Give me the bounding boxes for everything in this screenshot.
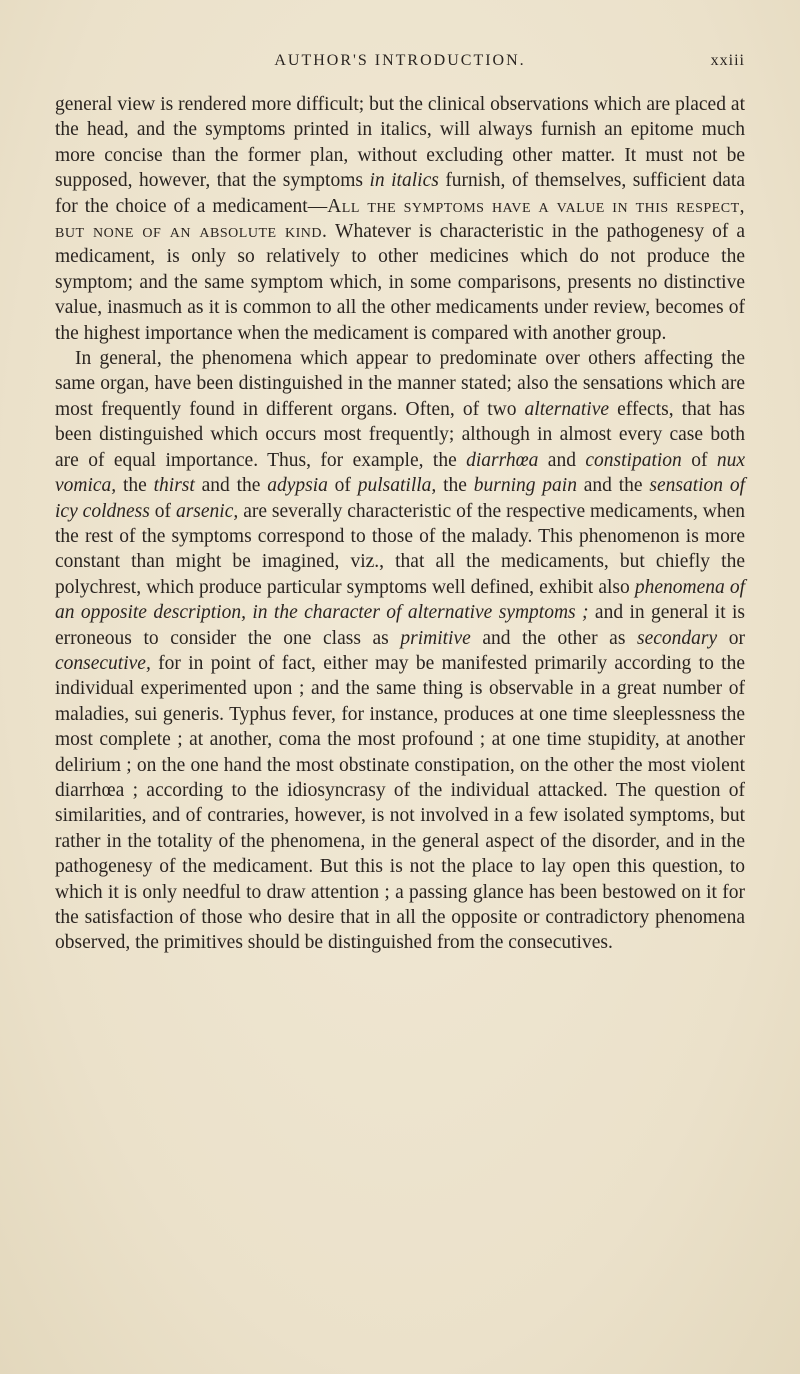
text-run: for in point of fact, either may be manifested primarily according to the individual experimented upon ; and the same thing is observable in a great number of maladies, sui generis. Typhus fever, for instance, produces at one time sleeplessness the most complete ; at another, coma the most profound ; at one time stupidity, at another delirium ; on the one hand the most obstinate constipation, on the other the most violent diarrhœa ; according to the idiosyncrasy of the individual attacked. The question of similarities, and of contraries, however, is not involved in a few isolated symptoms, but rather in the totality of the phenomena, in the general aspect of the disorder, and in the pathogenesy of the medicament. But this is not the place to lay open this question, to which it is only needful to draw attention ; a passing glance has been bestowed on it for the satisfaction of those who desire that in all the opposite or contradictory phenomena observed, the primitives should be distinguished from the consecutives. xyxy=(55,652,745,954)
italic-text: pulsatilla, xyxy=(357,475,437,497)
text-run: and the other as xyxy=(470,627,637,649)
body-text xyxy=(55,92,745,956)
running-head-title: AUTHOR'S INTRODUCTION. xyxy=(274,52,526,69)
italic-text: in italics xyxy=(369,170,439,192)
italic-text: alternative xyxy=(524,398,610,420)
text-run: the xyxy=(116,475,154,497)
paragraph-1 xyxy=(55,92,745,346)
italic-text: constipation xyxy=(585,449,682,471)
italic-text: primitive xyxy=(400,627,471,649)
text-run: and xyxy=(538,449,586,471)
italic-text: nux vomica, xyxy=(55,449,746,497)
text-run: furnish, of themselves, sufficient data for the choice of a medicament— xyxy=(55,170,745,217)
italic-text: secondary xyxy=(637,627,718,649)
text-run: Whatever is characteristic in the pathogenesy of a medicament, is only so relatively to other medicines which do not produce the symptom; and the same symptom which, in some comparisons, presents no distinctive value, inasmuch as it is common to all the other medicaments under review, becomes of the highest importance when the medicament is compared with another group. xyxy=(55,221,745,344)
page-number: xxiii xyxy=(710,52,745,69)
text-run: and in general it is erroneous to consider the one class as xyxy=(55,602,746,649)
italic-text: thirst xyxy=(153,475,195,497)
text-run: and the xyxy=(576,475,650,497)
italic-text: burning pain xyxy=(473,475,577,497)
italic-text: phenomena of an opposite description, in the character of alternative symptoms ; xyxy=(55,576,746,624)
italic-text: adypsia xyxy=(267,475,328,497)
text-run: In general, the phenomena which appear to predominate over others affecting the same organ, have been distinguished in the manner stated; also the sensations which are most frequently found in different organs. Often, of two xyxy=(55,348,745,420)
text-run: and the xyxy=(194,475,268,497)
text-run: of xyxy=(327,475,358,497)
italic-text: diarrhœa xyxy=(466,449,539,471)
italic-text: sensation of icy coldness xyxy=(55,475,745,522)
text-run: are severally characteristic of the respective medicaments, when the rest of the symptoms correspond to those of the malady. This phenomenon is more constant than might be imagined, viz., that all the medicaments, but chiefly the polychrest, which produce particular symptoms well defined, exhibit also xyxy=(55,500,745,598)
running-head xyxy=(55,44,745,74)
italic-text: arsenic, xyxy=(175,500,239,522)
text-run: or xyxy=(717,627,745,649)
paragraph-2 xyxy=(55,346,745,956)
text-run: of xyxy=(149,500,176,522)
text-run: the xyxy=(436,475,474,497)
text-run: of xyxy=(681,449,717,471)
small-caps-text: All the symptoms have a value in this respect, but none of an absolute kind. xyxy=(55,195,745,243)
text-run: effects, that has been distinguished which occurs most frequently; although in almost every case both are of equal importance. Thus, for example, the xyxy=(55,398,746,471)
italic-text: consecutive, xyxy=(55,652,151,674)
text-run: general view is rendered more difficult; but the clinical observations which are placed at the head, and the symptoms printed in italics, will always furnish an epitome much more concise than the former plan, without excluding other matter. It must not be supposed, however, that the symptoms xyxy=(55,94,745,192)
